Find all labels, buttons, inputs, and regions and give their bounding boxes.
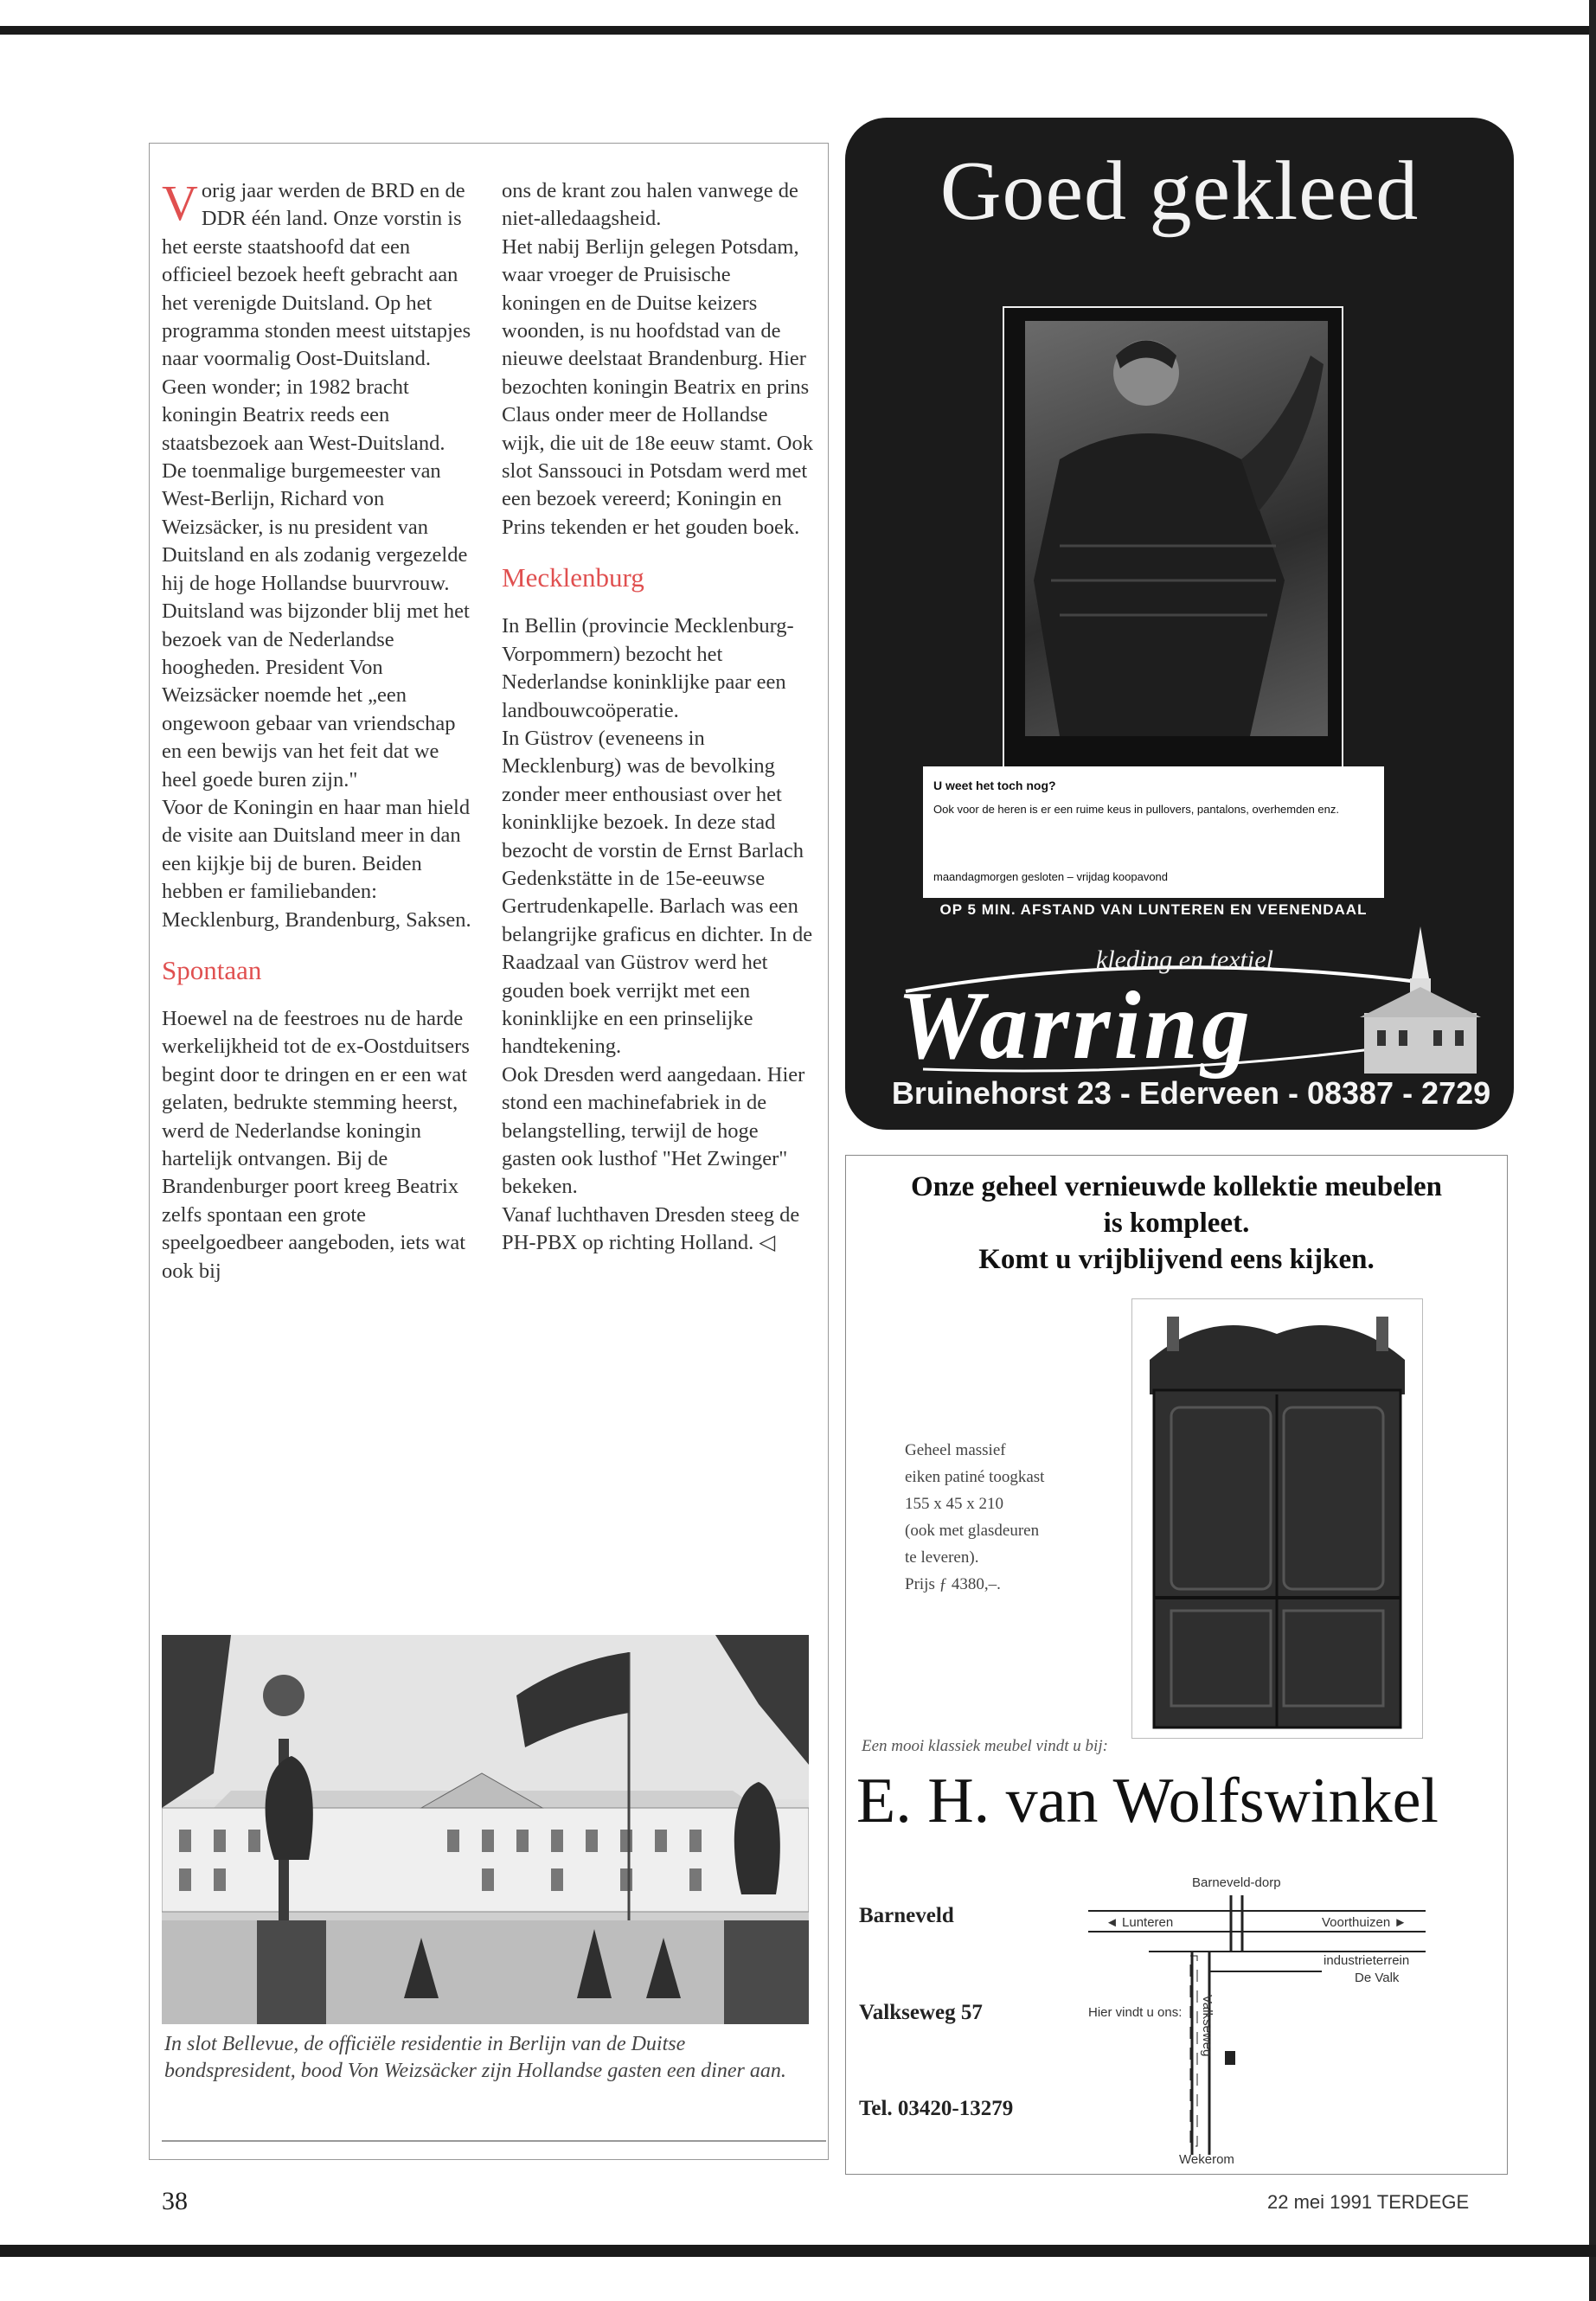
cabinet-illustration bbox=[1132, 1299, 1422, 1738]
store-town: Barneveld bbox=[859, 1904, 954, 1927]
product-line: te leveren). bbox=[905, 1548, 979, 1567]
store-location-marker bbox=[1225, 2051, 1235, 2065]
route-map bbox=[1080, 1869, 1426, 2168]
page-number: 38 bbox=[162, 2187, 188, 2215]
paragraph: In Güstrov (eveneens in Mecklenburg) was de bevolking zonder meer enthousiast over het koninklijke bezoek. In deze stad bezocht de vorstin de Ernst Barlach Gedenkstätte in de 15e-eeuwse Gertrudenkapelle. Barlach was een belangrijke graficus en dichter. In de Raadzaal van Güstrov werd het gouden boek verrijkt met een koninklijke en een prinselijke handtekening. bbox=[502, 726, 813, 1059]
paragraph: Ook Dresden werd aangedaan. Hier stond een machinefabriek in de belangstelling, terwijl de hoge gasten ook lusthof "Het Zwinger" bekeken. bbox=[502, 1062, 805, 1199]
wolfswinkel-advertisement bbox=[845, 1155, 1508, 2175]
info-question: U weet het toch nog? bbox=[933, 779, 1056, 792]
store-address: Bruinehorst 23 - Ederveen - 08387 - 2729 bbox=[891, 1075, 1491, 1111]
product-line: eiken patiné toogkast bbox=[905, 1468, 1045, 1486]
brand-logo: Warring bbox=[897, 972, 1253, 1080]
ad-title: Goed gekleed bbox=[939, 144, 1420, 238]
church-icon bbox=[1356, 926, 1485, 1074]
info-description: Ook voor de heren is er een ruime keus in pullovers, pantalons, overhemden enz. bbox=[933, 803, 1339, 816]
map-label-road: Valkseweg bbox=[1200, 1995, 1215, 2057]
drop-cap: V bbox=[162, 175, 198, 231]
model-illustration bbox=[1025, 321, 1328, 736]
bellevue-illustration bbox=[162, 1635, 809, 2024]
paragraph: Het nabij Berlijn gelegen Potsdam, waar vroeger de Pruisische koningen en de Duitse keizers woonden, is nu hoofdstad van de nieuwe deelstaat Brandenburg. Hier bezochten koningin Beatrix en prins Claus onder meer de Hollandse wijk, die uit de 18e eeuw stamt. Ook slot Sanssouci in Potsdam werd met een bezoek vereerd; Koningin en Prins tekenden er het gouden boek. bbox=[502, 234, 813, 539]
store-street: Valkseweg 57 bbox=[859, 2001, 983, 2024]
bottom-border bbox=[0, 2245, 1596, 2257]
brand-tagline: kleding en textiel bbox=[1096, 945, 1273, 974]
paragraph: Vanaf luchthaven Dresden steeg de PH-PBX op richting Holland. ◁ bbox=[502, 1202, 800, 1255]
headline-line: Komt u vrijblijvend eens kijken. bbox=[978, 1244, 1375, 1275]
cabinet-photo bbox=[1131, 1298, 1423, 1739]
photo-caption: In slot Bellevue, de officiële residentie in Berlijn van de Duitse bondspresident, bood Von Weizsäcker zijn Hollandse gasten een diner aan. bbox=[164, 2033, 786, 2082]
paragraph: Duitsland was bijzonder blij met het bezoek van de Nederlandse hoogheden. President Von Weizsäcker noemde het „een ongewoon gebaar van vriendschap en een bewijs van het feit dat we heel goede buren zijn." bbox=[162, 599, 470, 792]
right-border bbox=[1589, 0, 1596, 2301]
product-description bbox=[905, 1437, 1121, 1598]
map-label-industry: industrieterrein bbox=[1324, 1953, 1410, 1968]
map-label-south: Wekerom bbox=[1179, 2152, 1234, 2167]
map-label-east: Voorthuizen ► bbox=[1322, 1915, 1407, 1930]
distance-banner: OP 5 MIN. AFSTAND VAN LUNTEREN EN VEENENDAAL bbox=[923, 898, 1384, 922]
subheading-mecklenburg: Mecklenburg bbox=[502, 562, 644, 593]
paragraph: Voor de Koningin en haar man hield de visite aan Duitsland meer in dan een kijkje bij de buren. Beiden hebben er familiebanden: Mecklenburg, Brandenburg, Saksen. bbox=[162, 795, 471, 932]
subheading-spontaan: Spontaan bbox=[162, 954, 262, 985]
store-intro: Een mooi klassiek meubel vindt u bij: bbox=[862, 1737, 1108, 1755]
paragraph: De toenmalige burgemeester van West-Berlijn, Richard von Weizsäcker, is nu president van Duitsland en als zodanig vergezelde hij de hoge Hollandse buurvrouw. bbox=[162, 459, 468, 595]
paragraph: Vorig jaar werden de BRD en de DDR één land. Onze vorstin is het eerste staatshoofd dat een officieel bezoek heeft gebracht aan het verenigde Duitsland. Op het programma stonden meest uitstapjes naar voormalig Oost-Duitsland. Geen wonder; in 1982 bracht koningin Beatrix reeds een staatsbezoek aan West-Duitsland. bbox=[162, 175, 471, 455]
map-label-west: ◄ Lunteren bbox=[1106, 1915, 1174, 1930]
product-price: Prijs ƒ 4380,–. bbox=[905, 1575, 1001, 1593]
article-column-1 bbox=[162, 177, 473, 1285]
headline-line: is kompleet. bbox=[1103, 1208, 1250, 1239]
model-photo bbox=[1025, 321, 1328, 736]
store-name: E. H. van Wolfswinkel bbox=[856, 1766, 1439, 1836]
product-line: 155 x 45 x 210 bbox=[905, 1495, 1003, 1513]
article-column-2 bbox=[502, 177, 813, 1258]
map-label-industry-name: De Valk bbox=[1355, 1971, 1400, 1985]
map-label-north: Barneveld-dorp bbox=[1192, 1875, 1281, 1890]
product-line: Geheel massief bbox=[905, 1441, 1006, 1459]
warring-advertisement bbox=[845, 118, 1514, 1130]
store-phone: Tel. 03420-13279 bbox=[859, 2097, 1014, 2120]
ad-headline bbox=[846, 1169, 1507, 1278]
paragraph: ons de krant zou halen vanwege de niet-alledaagsheid. bbox=[502, 179, 798, 231]
caption-rule bbox=[162, 2140, 826, 2142]
product-line: (ook met glasdeuren bbox=[905, 1522, 1040, 1540]
issue-date: 22 mei 1991 TERDEGE bbox=[1267, 2191, 1470, 2213]
opening-hours: maandagmorgen gesloten – vrijdag koopavond bbox=[933, 870, 1169, 883]
top-border bbox=[0, 26, 1596, 35]
bellevue-photo bbox=[162, 1635, 809, 2024]
paragraph: Hoewel na de feestroes nu de harde werkelijkheid tot de ex-Oostduitsers begint door te dringen en er een wat gelaten, bedrukte stemming heerst, werd de Nederlandse koningin hartelijk ontvangen. Bij de Brandenburger poort kreeg Beatrix zelfs spontaan een grote speelgoedbeer aangeboden, iets wat ook bij bbox=[162, 1006, 470, 1283]
headline-line: Onze geheel vernieuwde kollektie meubelen bbox=[910, 1171, 1443, 1202]
paragraph: In Bellin (provincie Mecklenburg-Vorpommern) bezocht het Nederlandse koninklijke paar een landbouwcoöperatie. bbox=[502, 614, 794, 722]
map-label-here: Hier vindt u ons: bbox=[1088, 2005, 1183, 2020]
